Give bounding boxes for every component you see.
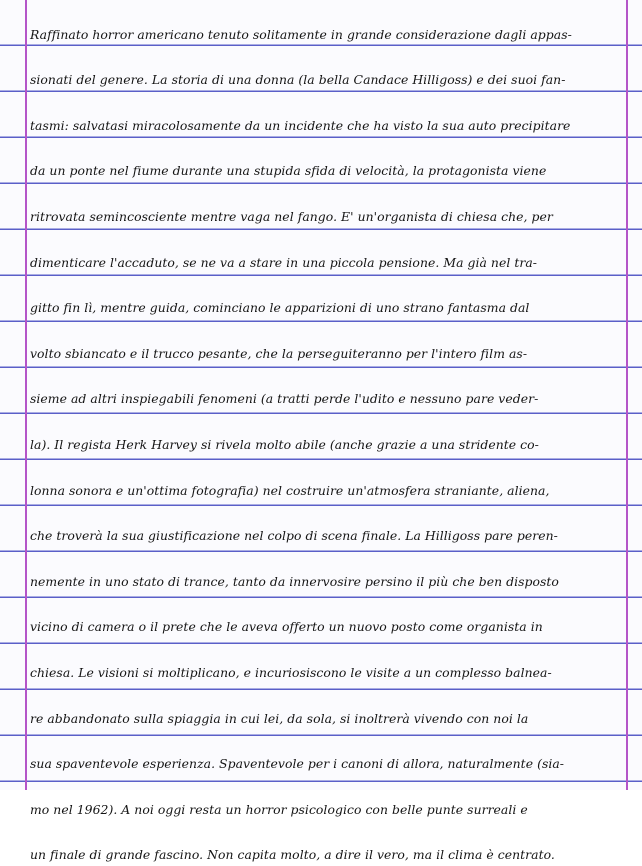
text-line	[30, 730, 624, 776]
text-line-content: ritrovata semincosciente mentre vaga nel fango. E' un'organista di chiesa che, per	[30, 208, 553, 224]
text-line-content: re abbandonato sulla spiaggia in cui lei, da sola, si inoltrerà vivendo con noi la	[30, 710, 529, 726]
text-line	[30, 502, 624, 548]
handwritten-text	[30, 0, 624, 866]
text-line-content: tasmi: salvatasi miracolosamente da un incidente che ha visto la sua auto precipitare	[30, 117, 571, 133]
text-line-content: lonna sonora e un'ottima fotografia) nel costruire un'atmosfera straniante, aliena,	[30, 482, 550, 498]
text-line-content: un finale di grande fascino. Non capita molto, a dire il vero, ma il clima è centrato.	[30, 847, 555, 863]
right-margin-line	[626, 0, 628, 790]
text-line	[30, 456, 624, 502]
text-line	[30, 182, 624, 228]
text-line-content: che troverà la sua giustificazione nel colpo di scena finale. La Hilligoss pare peren-	[30, 528, 558, 544]
text-line-content: Raffinato horror americano tenuto solitamente in grande considerazione dagli appas-	[30, 26, 572, 42]
text-line	[30, 319, 624, 365]
text-line	[30, 137, 624, 183]
text-line-content: la). Il regista Herk Harvey si rivela molto abile (anche grazie a una stridente co-	[30, 436, 539, 452]
text-line-content: sieme ad altri inspiegabili fenomeni (a tratti perde l'udito e nessuno pare veder-	[30, 391, 539, 407]
text-line-content: vicino di camera o il prete che le aveva offerto un nuovo posto come organista in	[30, 619, 543, 635]
text-line	[30, 91, 624, 137]
text-line-content: sua spaventevole esperienza. Spaventevole per i canoni di allora, naturalmente (sia-	[30, 756, 565, 772]
text-line	[30, 274, 624, 320]
text-line	[30, 0, 624, 46]
text-line	[30, 684, 624, 730]
text-line	[30, 775, 624, 821]
text-line-content: da un ponte nel fiume durante una stupida sfida di velocità, la protagonista viene	[30, 163, 547, 179]
text-line	[30, 228, 624, 274]
text-line-content: sionati del genere. La storia di una donna (la bella Candace Hilligoss) e dei suoi fan-	[30, 72, 566, 88]
text-line-content: nemente in uno stato di trance, tanto da innervosire persino il più che ben disposto	[30, 573, 559, 589]
text-line-content: gitto fin lì, mentre guida, cominciano le apparizioni di uno strano fantasma dal	[30, 300, 530, 316]
text-line-content: volto sbiancato e il trucco pesante, che la perseguiteranno per l'intero film as-	[30, 345, 528, 361]
text-line	[30, 46, 624, 92]
text-line	[30, 638, 624, 684]
text-line	[30, 821, 624, 866]
text-line	[30, 547, 624, 593]
text-line	[30, 410, 624, 456]
text-line-content: dimenticare l'accaduto, se ne va a stare in una piccola pensione. Ma già nel tra-	[30, 254, 538, 270]
text-line-content: chiesa. Le visioni si moltiplicano, e incuriosiscono le visite a un complesso balnea-	[30, 664, 552, 680]
text-line	[30, 593, 624, 639]
text-line-content: mo nel 1962). A noi oggi resta un horror psicologico con belle punte surreali e	[30, 801, 528, 817]
left-margin-line	[25, 0, 27, 790]
text-line	[30, 365, 624, 411]
